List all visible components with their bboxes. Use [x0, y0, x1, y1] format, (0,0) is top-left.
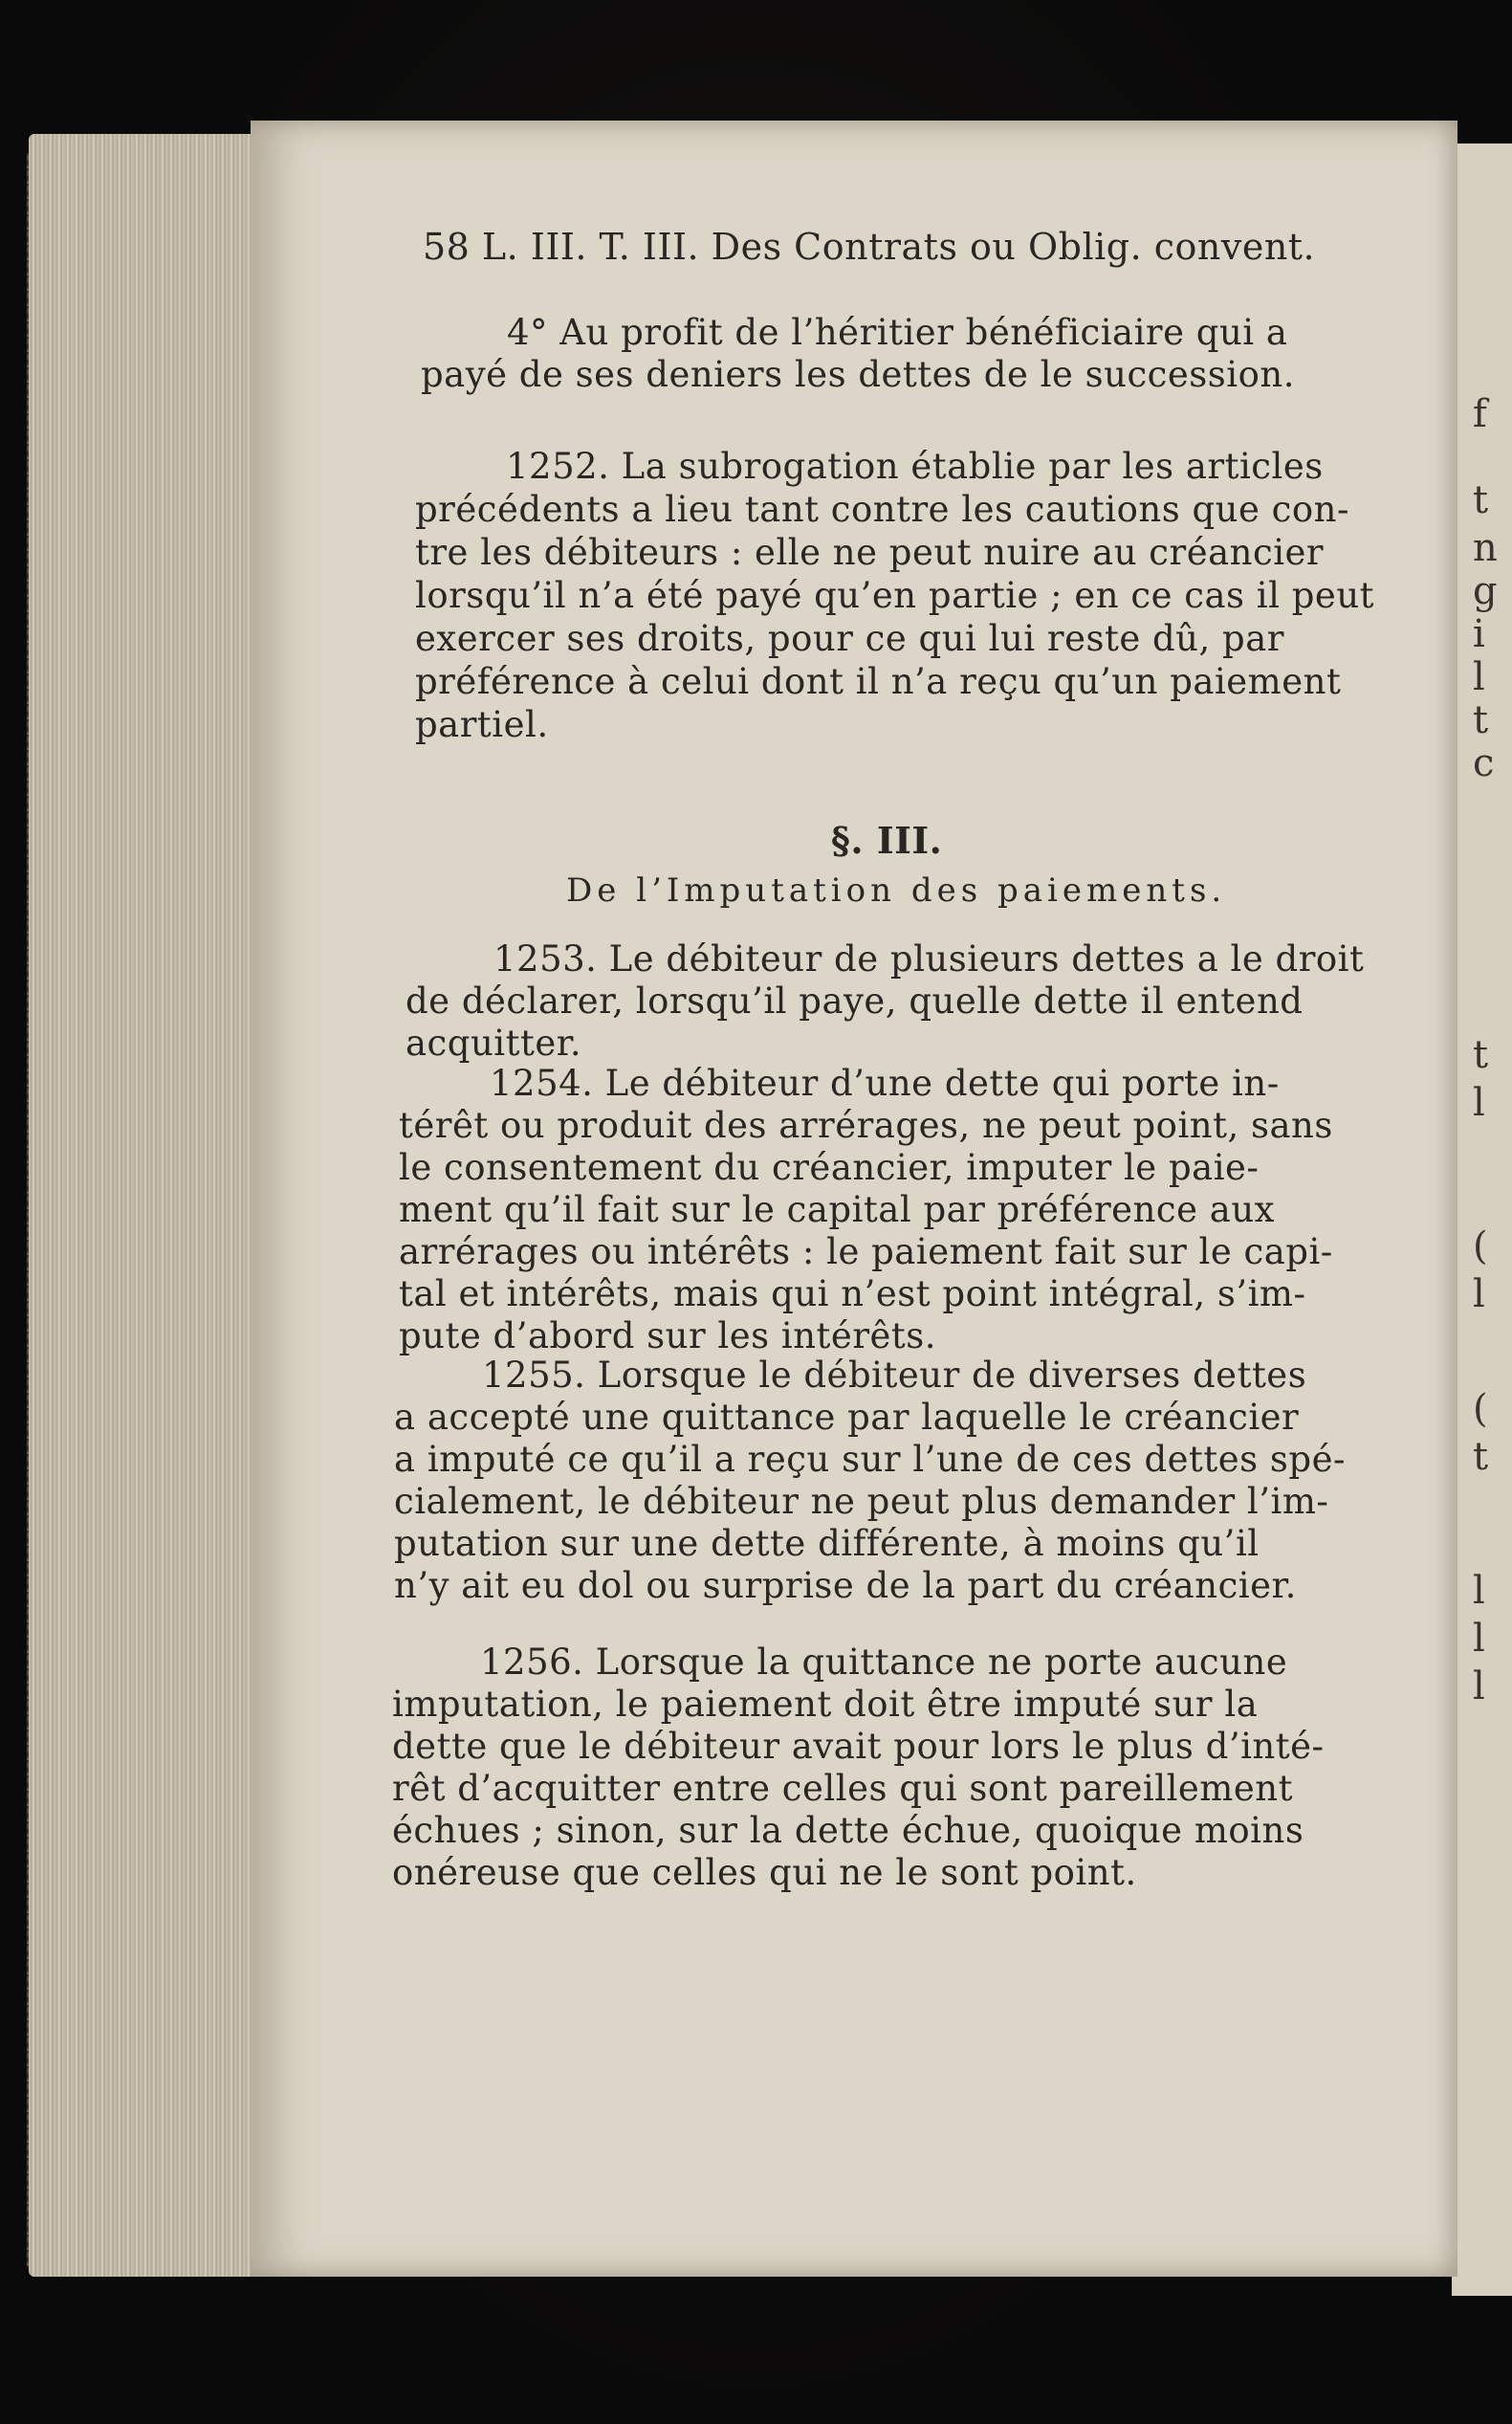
paragraph-line: préférence à celui dont il n’a reçu qu’un paiement — [415, 661, 1342, 702]
paragraph-line: imputation, le paiement doit être imputé sur la — [392, 1684, 1259, 1725]
paragraph-line: ment qu’il fait sur le capital par préférence aux — [399, 1189, 1276, 1230]
paragraph-line: tal et intérêts, mais qui n’est point intégral, s’im- — [399, 1273, 1306, 1314]
paragraph-line: putation sur une dette différente, à moins qu’il — [394, 1523, 1260, 1564]
paragraph-line: tre les débiteurs : elle ne peut nuire au créancier — [415, 532, 1325, 573]
paragraph-line: 1255. Lorsque le débiteur de diverses dettes — [482, 1355, 1307, 1396]
paragraph-line: le consentement du créancier, imputer le paie- — [399, 1147, 1260, 1188]
facing-page-fragment: ( — [1473, 1224, 1488, 1268]
paragraph-line: dette que le débiteur avait pour lors le plus d’inté- — [392, 1726, 1325, 1767]
facing-page-edge — [1452, 143, 1512, 2296]
page-text — [251, 121, 1457, 2277]
page-stack-edges — [29, 134, 258, 2277]
facing-page-fragment: n — [1473, 526, 1498, 570]
paragraph-line: n’y ait eu dol ou surprise de la part du créancier. — [394, 1565, 1297, 1606]
paragraph-line: exercer ses droits, pour ce qui lui reste dû, par — [415, 618, 1284, 659]
section-title: §. III. — [831, 819, 943, 862]
facing-page-fragment: g — [1473, 569, 1498, 613]
paragraph-line: de déclarer, lorsqu’il paye, quelle dette il entend — [405, 981, 1304, 1022]
facing-page-fragment: t — [1473, 698, 1489, 742]
facing-page-fragment: c — [1473, 741, 1495, 785]
facing-page-fragment: ( — [1473, 1387, 1488, 1431]
paragraph-line: 4° Au profit de l’héritier bénéficiaire qui a — [507, 312, 1288, 353]
running-head: 58 L. III. T. III. Des Contrats ou Oblig. convent. — [423, 226, 1316, 268]
paragraph-line: lorsqu’il n’a été payé qu’en partie ; en ce cas il peut — [415, 575, 1375, 616]
facing-page-fragment: l — [1473, 1272, 1485, 1316]
paragraph-line: térêt ou produit des arrérages, ne peut point, sans — [399, 1105, 1333, 1146]
paragraph-line: cialement, le débiteur ne peut plus demander l’im- — [394, 1481, 1329, 1522]
paragraph-line: pute d’abord sur les intérêts. — [399, 1315, 937, 1356]
paragraph-line: 1252. La subrogation établie par les articles — [506, 446, 1324, 487]
section-subtitle: De l’Imputation des paiements. — [566, 871, 1227, 910]
paragraph-line: précédents a lieu tant contre les cautions que con- — [415, 489, 1349, 530]
paragraph-line: a accepté une quittance par laquelle le créancier — [394, 1397, 1300, 1438]
facing-page-fragment: i — [1473, 612, 1485, 656]
paragraph-line: partiel. — [415, 704, 549, 745]
facing-page-fragment: f — [1473, 392, 1487, 436]
paragraph-line: 1253. Le débiteur de plusieurs dettes a le droit — [493, 938, 1365, 980]
facing-page-fragment: l — [1473, 1664, 1485, 1708]
paragraph-line: rêt d’acquitter entre celles qui sont pareillement — [392, 1768, 1293, 1809]
paragraph-line: échues ; sinon, sur la dette échue, quoique moins — [392, 1810, 1304, 1851]
paragraph-line: acquitter. — [405, 1023, 582, 1064]
facing-page-fragment: l — [1473, 655, 1485, 699]
facing-page-fragment: t — [1473, 1033, 1489, 1077]
facing-page-fragment: l — [1473, 1569, 1485, 1613]
facing-page-fragment: l — [1473, 1617, 1485, 1661]
paragraph-line: 1256. Lorsque la quittance ne porte aucune — [480, 1642, 1288, 1683]
paragraph-line: arrérages ou intérêts : le paiement fait sur le capi- — [399, 1231, 1333, 1272]
paragraph-line: payé de ses deniers les dettes de le succession. — [421, 354, 1295, 395]
paragraph-line: onéreuse que celles qui ne le sont point. — [392, 1852, 1137, 1893]
facing-page-fragment: l — [1473, 1081, 1485, 1125]
facing-page-fragment: t — [1473, 478, 1489, 522]
book-page — [251, 121, 1457, 2277]
facing-page-fragment: t — [1473, 1435, 1489, 1479]
paragraph-line: a imputé ce qu’il a reçu sur l’une de ces dettes spé- — [394, 1439, 1347, 1480]
paragraph-line: 1254. Le débiteur d’une dette qui porte in- — [490, 1063, 1280, 1104]
